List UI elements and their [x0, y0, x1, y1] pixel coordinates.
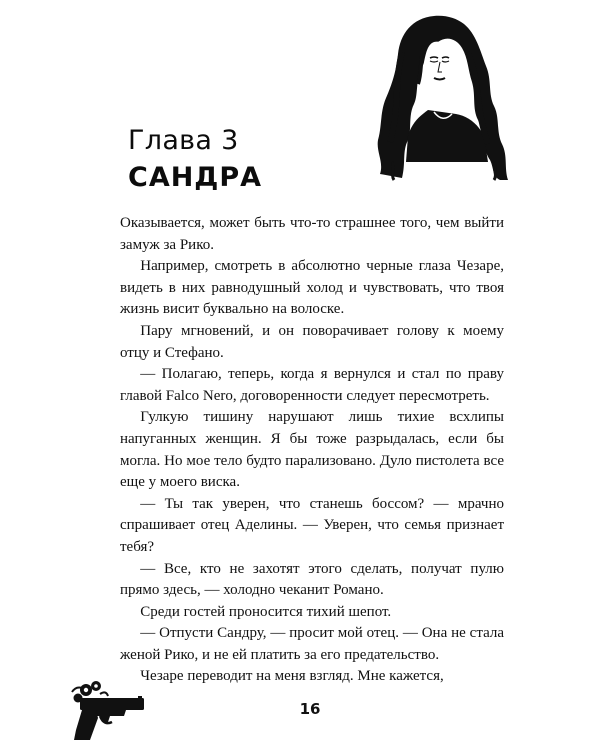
paragraph: — Все, кто не захотят этого сделать, получат пулю прямо здесь, — холодно чеканит Романо.: [120, 560, 504, 599]
chapter-heading: [128, 124, 262, 196]
paragraph: Пару мгновений, и он поворачивает голову к моему отцу и Стефано.: [120, 322, 504, 361]
paragraph: Среди гостей проносится тихий шепот.: [140, 603, 392, 620]
pistol-with-flowers-icon: [64, 678, 146, 740]
paragraph: — Отпусти Сандру, — просит мой отец. — Она не стала женой Рико, и не ей платить за его предательство.: [120, 625, 504, 663]
paragraph: Гулкую тишину нарушают лишь тихие всхлипы напуганных женщин. Я бы тоже разрыдалась, если бы могла. Но мое тело будто парализовано. Дуло пистолета все еще у моего виска.: [120, 409, 504, 491]
woman-portrait-icon: [372, 12, 510, 182]
page-number: 16: [299, 700, 321, 718]
paragraph: — Ты так уверен, что станешь боссом? — мрачно спрашивает отец Аделины. — Уверен, что семья признает тебя?: [120, 495, 504, 555]
paragraph: Чезаре переводит на меня взгляд. Мне кажется,: [140, 668, 444, 685]
paragraph: — Полагаю, теперь, когда я вернулся и стал по праву главой Falco Nero, договоренности следует пересмотреть.: [120, 366, 504, 404]
paragraph: Например, смотреть в абсолютно черные глаза Чезаре, видеть в них равнодушный холод и чувствовать, что твоя жизнь висит буквально на волоске.: [120, 258, 504, 318]
chapter-body: [120, 213, 504, 688]
chapter-title: САНДРА: [128, 162, 263, 193]
paragraph: Оказывается, может быть что-то страшнее того, чем выйти замуж за Рико.: [120, 215, 504, 253]
chapter-number: Глава 3: [128, 125, 239, 156]
